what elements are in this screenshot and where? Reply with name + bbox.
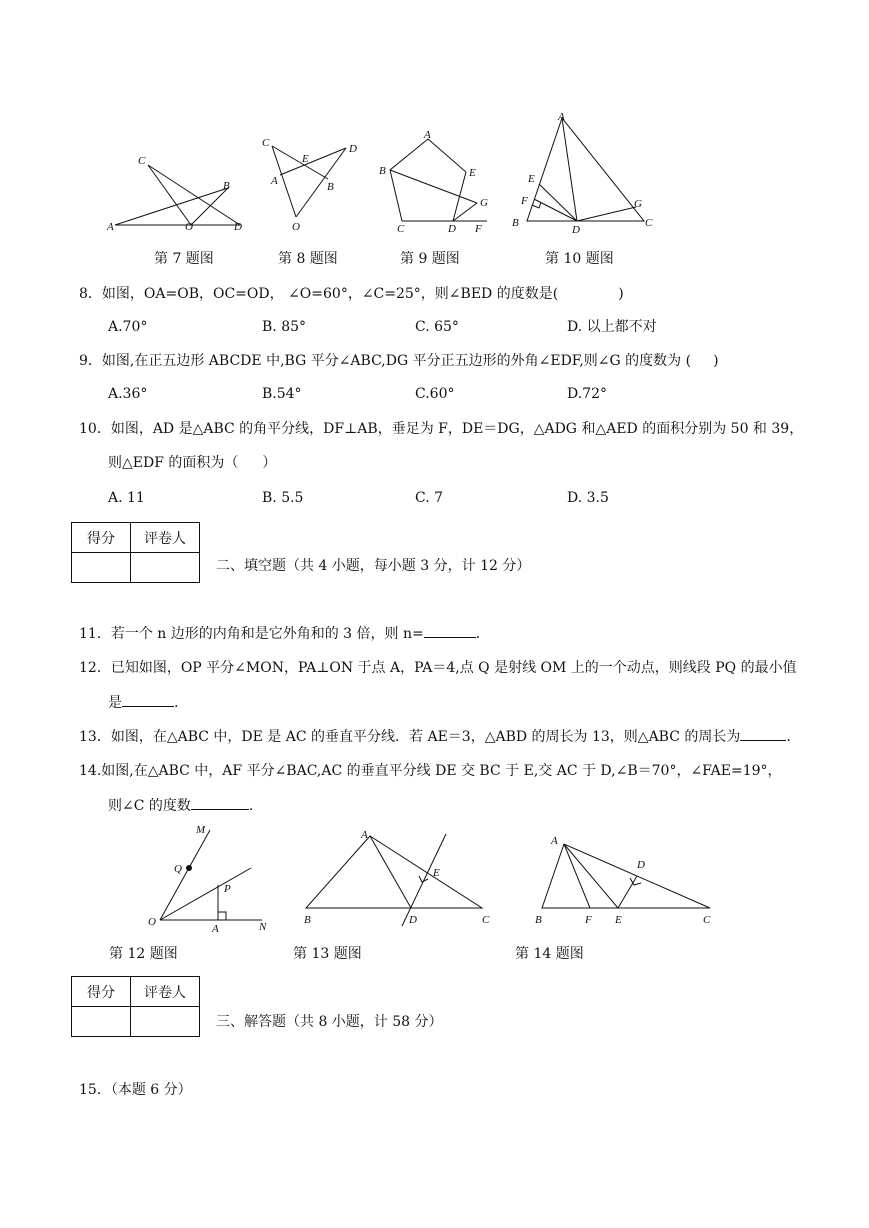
figure-12 — [140, 820, 280, 935]
caption-fig8: 第 8 题图 — [278, 251, 338, 267]
fig7-label-d: D — [234, 221, 242, 233]
fig8-label-o: O — [292, 221, 300, 232]
question-10-text: 则△EDF 的面积为（ — [108, 455, 239, 471]
section-3-title: 三、解答题（共 8 小题，计 58 分） — [216, 1014, 443, 1030]
fig12-label-a: A — [212, 923, 219, 935]
figure-13 — [298, 826, 498, 931]
fig14-label-c: C — [703, 914, 711, 926]
question-11 — [79, 623, 480, 644]
score-table-1-header-score: 得分 — [72, 523, 131, 553]
fig14-label-e: E — [615, 914, 622, 926]
fig12-label-p: P — [224, 883, 231, 895]
question-12-period: . — [174, 695, 179, 711]
question-9-option-b: B.54° — [262, 386, 302, 402]
fig12-label-n: N — [259, 921, 267, 933]
fig8-label-d: D — [349, 143, 357, 155]
question-8-option-c: C. 65° — [415, 319, 459, 335]
score-table-2-grader-cell[interactable] — [131, 1007, 200, 1037]
question-9-option-c: C.60° — [415, 386, 455, 402]
question-11-answer-blank[interactable] — [424, 623, 476, 638]
fig10-label-d: D — [572, 224, 580, 233]
fig8-label-a: A — [271, 175, 278, 187]
score-table-2-score-cell[interactable] — [72, 1007, 131, 1037]
fig8-label-c: C — [262, 137, 270, 149]
fig14-label-d: D — [637, 859, 645, 871]
fig10-label-b: B — [512, 217, 519, 229]
question-12-answer-blank[interactable] — [122, 692, 174, 707]
figure-14 — [530, 826, 720, 931]
question-12-text: 是 — [108, 695, 122, 711]
fig8-label-e: E — [302, 153, 309, 165]
fig10-label-g: G — [634, 198, 642, 210]
question-14-text: 则∠C 的度数 — [108, 798, 191, 814]
question-9-option-a: A.36° — [108, 386, 148, 402]
fig12-label-q: Q — [174, 863, 182, 875]
fig10-label-c: C — [645, 217, 653, 229]
question-10-option-c: C. 7 — [415, 490, 444, 506]
question-13-period: . — [786, 729, 791, 745]
fig9-label-e: E — [469, 167, 476, 179]
question-10-option-b: B. 5.5 — [262, 490, 304, 506]
score-table-2-header-score: 得分 — [72, 977, 131, 1007]
question-14-answer-blank[interactable] — [191, 795, 249, 810]
fig13-label-b: B — [304, 914, 311, 926]
question-10-close: ） — [262, 455, 277, 471]
caption-fig13: 第 13 题图 — [293, 946, 362, 962]
caption-fig9: 第 9 题图 — [400, 251, 460, 267]
fig7-label-o: O — [185, 221, 193, 233]
question-12-line2 — [108, 692, 178, 713]
figure-9 — [375, 126, 500, 236]
question-10-option-d: D. 3.5 — [567, 490, 609, 506]
fig13-label-a: A — [361, 829, 368, 841]
fig12-label-m: M — [196, 824, 206, 836]
question-14-line1: 14.如图,在△ABC 中，AF 平分∠BAC,AC 的垂直平分线 DE 交 BC 于 E,交 AC 于 D,∠B＝70°，∠FAE=19°， — [79, 763, 782, 779]
fig13-label-c: C — [482, 914, 490, 926]
question-8-text: 8．如图，OA=OB，OC=OD， ∠O=60°，∠C=25°，则∠BED 的度数是( — [79, 286, 559, 302]
question-10-line1: 10．如图，AD 是△ABC 的角平分线，DF⊥AB，垂足为 F，DE＝DG，△ADG 和△AED 的面积分别为 50 和 39， — [79, 421, 804, 437]
question-12-line1: 12．已知如图，OP 平分∠MON，PA⊥ON 于点 A，PA＝4,点 Q 是射线 OM 上的一个动点，则线段 PQ 的最小值 — [79, 660, 797, 676]
fig9-label-b: B — [379, 165, 386, 177]
fig7-label-a: A — [107, 221, 114, 233]
fig9-label-a: A — [424, 129, 431, 141]
fig12-label-o: O — [148, 916, 156, 928]
fig14-label-b: B — [535, 914, 542, 926]
question-14-period: . — [248, 798, 254, 814]
question-9-option-d: D.72° — [567, 386, 607, 402]
question-14-line2 — [108, 795, 253, 816]
fig9-label-f: F — [475, 223, 482, 235]
fig10-label-e: E — [528, 173, 535, 185]
caption-fig14: 第 14 题图 — [515, 946, 584, 962]
score-table-1-header-grader: 评卷人 — [131, 523, 200, 553]
question-9-text: 9．如图,在正五边形 ABCDE 中,BG 平分∠ABC,DG 平分正五边形的外角∠EDF,则∠G 的度数为 ( — [79, 353, 692, 369]
question-13-text: 13．如图，在△ABC 中，DE 是 AC 的垂直平分线．若 AE＝3，△ABD 的周长为 13，则△ABC 的周长为 — [79, 729, 741, 745]
question-8-option-d: D. 以上都不对 — [567, 319, 657, 335]
score-table-2-header-grader: 评卷人 — [131, 977, 200, 1007]
fig9-label-d: D — [448, 223, 456, 235]
figure-7 — [105, 148, 250, 238]
question-10-option-a: A. 11 — [108, 490, 145, 506]
score-table-2 — [71, 976, 200, 1037]
score-table-1-score-cell[interactable] — [72, 553, 131, 583]
score-table-1 — [71, 522, 200, 583]
question-8-option-a: A.70° — [108, 319, 148, 335]
question-8-stem — [79, 284, 624, 304]
caption-fig12: 第 12 题图 — [109, 946, 178, 962]
question-11-period: . — [475, 626, 481, 642]
score-table-1-grader-cell[interactable] — [131, 553, 200, 583]
fig14-label-a: A — [551, 835, 558, 847]
section-2-title: 二、填空题（共 4 小题，每小题 3 分，计 12 分） — [216, 558, 531, 574]
question-10-line2 — [108, 453, 276, 473]
caption-fig10: 第 10 题图 — [545, 251, 614, 267]
figure-8 — [258, 132, 368, 232]
question-9-stem — [79, 351, 719, 371]
figure-10 — [508, 108, 658, 233]
question-9-close: ) — [713, 353, 719, 369]
question-11-text: 11．若一个 n 边形的内角和是它外角和的 3 倍，则 n= — [79, 626, 424, 642]
question-8-option-b: B. 85° — [262, 319, 307, 335]
fig9-label-c: C — [397, 223, 405, 235]
fig13-label-d: D — [409, 914, 417, 926]
question-15: 15．（本题 6 分） — [79, 1082, 192, 1098]
caption-fig7: 第 7 题图 — [154, 251, 214, 267]
fig10-label-a: A — [558, 111, 565, 123]
fig8-label-b: B — [327, 181, 334, 193]
fig7-label-c: C — [138, 155, 146, 167]
question-13-answer-blank[interactable] — [740, 726, 786, 741]
fig7-label-b: B — [223, 180, 230, 192]
question-13 — [79, 726, 791, 747]
question-8-close: ) — [618, 286, 624, 302]
fig10-label-f: F — [521, 195, 528, 207]
fig13-label-e: E — [433, 867, 440, 879]
fig9-label-g: G — [480, 197, 488, 209]
fig14-label-f: F — [585, 914, 592, 926]
